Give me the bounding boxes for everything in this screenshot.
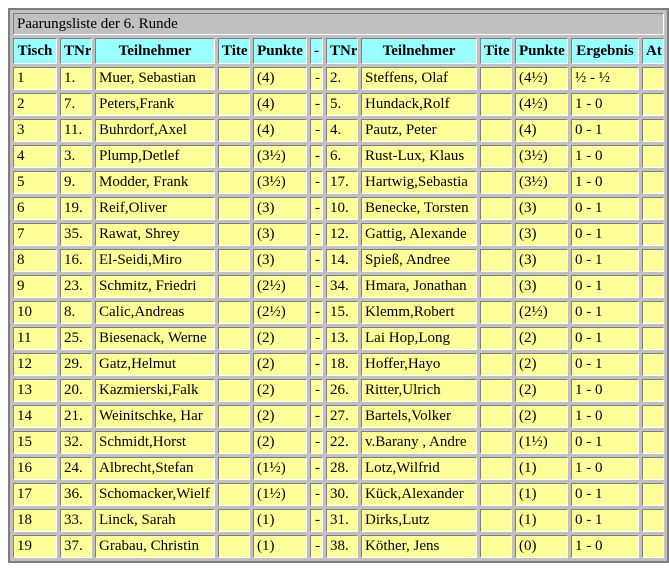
cell-separator: - [310,93,323,116]
cell-separator: - [310,353,323,376]
cell-title-white [218,509,250,532]
cell-title-white [218,483,250,506]
cell-tnr-white: 37. [60,535,92,558]
cell-title-white [218,327,250,350]
cell-at [642,431,664,454]
cell-points-white: (3) [253,197,307,220]
cell-name-white: Grabau, Christin [95,535,215,558]
cell-title-black [480,197,512,220]
table-row [13,483,664,506]
cell-result: 0 - 1 [571,483,639,506]
page-title: Paarungsliste der 6. Runde [13,13,664,35]
cell-result: 0 - 1 [571,327,639,350]
cell-result: 1 - 0 [571,457,639,480]
cell-result: ½ - ½ [571,67,639,90]
cell-name-black: Steffens, Olaf [361,67,477,90]
cell-name-black: Hoffer,Hayo [361,353,477,376]
cell-tnr-black: 18. [326,353,358,376]
cell-separator: - [310,327,323,350]
cell-name-black: Ritter,Ulrich [361,379,477,402]
cell-title-black [480,171,512,194]
cell-tisch: 7 [13,223,57,246]
cell-name-white: Calic,Andreas [95,301,215,324]
cell-tnr-black: 6. [326,145,358,168]
cell-points-black: (2½) [515,301,568,324]
cell-tisch: 15 [13,431,57,454]
cell-name-black: Dirks,Lutz [361,509,477,532]
cell-name-black: Pautz, Peter [361,119,477,142]
cell-title-white [218,67,250,90]
header-name-black: Teilnehmer [361,38,477,64]
cell-title-white [218,275,250,298]
cell-name-black: Lotz,Wilfrid [361,457,477,480]
cell-at [642,223,664,246]
cell-tisch: 18 [13,509,57,532]
cell-at [642,301,664,324]
cell-title-white [218,197,250,220]
cell-tnr-white: 33. [60,509,92,532]
table-row [13,509,664,532]
cell-tnr-black: 30. [326,483,358,506]
cell-result: 0 - 1 [571,301,639,324]
cell-at [642,535,664,558]
table-row [13,223,664,246]
cell-tisch: 10 [13,301,57,324]
cell-tisch: 9 [13,275,57,298]
cell-title-black [480,509,512,532]
cell-at [642,405,664,428]
cell-separator: - [310,249,323,272]
header-points-white: Punkte [253,38,307,64]
cell-tisch: 13 [13,379,57,402]
cell-name-black: Hmara, Jonathan [361,275,477,298]
cell-title-black [480,275,512,298]
cell-points-black: (2) [515,327,568,350]
cell-result: 1 - 0 [571,379,639,402]
cell-separator: - [310,145,323,168]
cell-separator: - [310,197,323,220]
cell-name-white: Linck, Sarah [95,509,215,532]
cell-tisch: 5 [13,171,57,194]
cell-tisch: 4 [13,145,57,168]
pairings-table [8,8,669,563]
cell-at [642,327,664,350]
cell-tnr-black: 13. [326,327,358,350]
cell-title-white [218,457,250,480]
cell-result: 0 - 1 [571,249,639,272]
table-row [13,249,664,272]
table-row [13,301,664,324]
cell-points-black: (3) [515,197,568,220]
cell-points-white: (1) [253,509,307,532]
cell-tnr-white: 36. [60,483,92,506]
cell-points-black: (4) [515,119,568,142]
cell-points-white: (1) [253,535,307,558]
cell-name-black: Bartels,Volker [361,405,477,428]
cell-tisch: 14 [13,405,57,428]
cell-points-black: (1) [515,457,568,480]
cell-title-white [218,431,250,454]
cell-points-white: (3) [253,249,307,272]
cell-points-black: (4½) [515,67,568,90]
cell-name-white: Peters,Frank [95,93,215,116]
cell-title-white [218,535,250,558]
cell-title-white [218,171,250,194]
cell-result: 1 - 0 [571,535,639,558]
cell-points-black: (3) [515,275,568,298]
cell-at [642,353,664,376]
cell-tnr-white: 1. [60,67,92,90]
cell-points-black: (2) [515,379,568,402]
cell-points-black: (3) [515,223,568,246]
cell-tnr-black: 34. [326,275,358,298]
cell-title-white [218,301,250,324]
cell-points-white: (3½) [253,171,307,194]
cell-points-white: (2) [253,379,307,402]
cell-tnr-white: 29. [60,353,92,376]
cell-result: 1 - 0 [571,93,639,116]
cell-tisch: 8 [13,249,57,272]
cell-tnr-white: 19. [60,197,92,220]
cell-name-black: Spieß, Andree [361,249,477,272]
cell-points-white: (2½) [253,275,307,298]
cell-tisch: 1 [13,67,57,90]
cell-tnr-black: 5. [326,93,358,116]
cell-result: 1 - 0 [571,171,639,194]
cell-name-white: Modder, Frank [95,171,215,194]
cell-result: 0 - 1 [571,509,639,532]
header-tisch: Tisch [13,38,57,64]
cell-result: 0 - 1 [571,353,639,376]
cell-points-black: (0) [515,535,568,558]
cell-name-black: v.Barany , Andre [361,431,477,454]
cell-tnr-white: 11. [60,119,92,142]
cell-separator: - [310,171,323,194]
cell-title-black [480,93,512,116]
cell-at [642,249,664,272]
cell-at [642,171,664,194]
cell-name-white: Buhrdorf,Axel [95,119,215,142]
cell-title-black [480,405,512,428]
cell-at [642,93,664,116]
header-separator: - [310,38,323,64]
cell-points-white: (4) [253,67,307,90]
cell-separator: - [310,275,323,298]
cell-separator: - [310,509,323,532]
cell-tnr-black: 10. [326,197,358,220]
cell-separator: - [310,405,323,428]
header-title-black: Tite [480,38,512,64]
cell-tnr-white: 9. [60,171,92,194]
header-name-white: Teilnehmer [95,38,215,64]
cell-name-black: Kück,Alexander [361,483,477,506]
cell-title-white [218,353,250,376]
table-row [13,457,664,480]
cell-points-black: (3½) [515,171,568,194]
cell-title-black [480,67,512,90]
cell-tisch: 11 [13,327,57,350]
title-row [13,13,664,35]
cell-name-black: Hartwig,Sebastia [361,171,477,194]
header-tnr-white: TNr [60,38,92,64]
cell-tnr-black: 17. [326,171,358,194]
cell-tnr-white: 21. [60,405,92,428]
cell-title-black [480,327,512,350]
header-title-white: Tite [218,38,250,64]
cell-tisch: 2 [13,93,57,116]
cell-points-white: (2½) [253,301,307,324]
cell-at [642,457,664,480]
cell-title-white [218,249,250,272]
cell-at [642,483,664,506]
cell-points-black: (3) [515,249,568,272]
cell-result: 1 - 0 [571,145,639,168]
cell-tisch: 3 [13,119,57,142]
table-row [13,275,664,298]
table-row [13,535,664,558]
cell-title-black [480,353,512,376]
cell-at [642,197,664,220]
cell-points-black: (3½) [515,145,568,168]
cell-name-black: Lai Hop,Long [361,327,477,350]
cell-separator: - [310,457,323,480]
cell-name-white: Biesenack, Werne [95,327,215,350]
cell-name-white: Albrecht,Stefan [95,457,215,480]
table-row [13,171,664,194]
cell-at [642,509,664,532]
cell-title-black [480,483,512,506]
cell-tisch: 12 [13,353,57,376]
table-row [13,379,664,402]
cell-name-white: Weinitschke, Har [95,405,215,428]
header-row [13,38,664,64]
table-row [13,93,664,116]
table-row [13,405,664,428]
cell-points-white: (3) [253,223,307,246]
cell-tnr-white: 23. [60,275,92,298]
cell-title-white [218,405,250,428]
cell-points-black: (4½) [515,93,568,116]
cell-name-white: Rawat, Shrey [95,223,215,246]
cell-tnr-black: 15. [326,301,358,324]
cell-tnr-black: 28. [326,457,358,480]
cell-points-white: (1½) [253,457,307,480]
cell-tisch: 6 [13,197,57,220]
cell-tnr-black: 27. [326,405,358,428]
cell-name-black: Hundack,Rolf [361,93,477,116]
cell-separator: - [310,483,323,506]
cell-title-black [480,301,512,324]
cell-name-black: Gattig, Alexande [361,223,477,246]
cell-title-black [480,379,512,402]
cell-tnr-black: 2. [326,67,358,90]
cell-tnr-black: 14. [326,249,358,272]
table-row [13,197,664,220]
cell-result: 0 - 1 [571,275,639,298]
cell-tnr-white: 16. [60,249,92,272]
cell-tnr-white: 25. [60,327,92,350]
cell-result: 0 - 1 [571,223,639,246]
cell-at [642,119,664,142]
cell-points-white: (4) [253,119,307,142]
cell-at [642,145,664,168]
table-row [13,67,664,90]
cell-result: 0 - 1 [571,119,639,142]
cell-points-white: (4) [253,93,307,116]
cell-title-white [218,119,250,142]
cell-name-white: Kazmierski,Falk [95,379,215,402]
cell-tnr-black: 4. [326,119,358,142]
cell-tnr-white: 35. [60,223,92,246]
cell-title-white [218,93,250,116]
cell-result: 0 - 1 [571,431,639,454]
cell-tisch: 16 [13,457,57,480]
cell-separator: - [310,431,323,454]
cell-tnr-black: 26. [326,379,358,402]
cell-points-black: (2) [515,405,568,428]
cell-tnr-white: 7. [60,93,92,116]
cell-tnr-white: 8. [60,301,92,324]
cell-points-black: (1) [515,483,568,506]
cell-result: 0 - 1 [571,197,639,220]
cell-tnr-black: 38. [326,535,358,558]
cell-points-white: (2) [253,353,307,376]
cell-name-black: Köther, Jens [361,535,477,558]
cell-points-black: (2) [515,353,568,376]
cell-separator: - [310,67,323,90]
cell-name-white: Plump,Detlef [95,145,215,168]
cell-title-black [480,457,512,480]
cell-separator: - [310,379,323,402]
cell-tnr-white: 3. [60,145,92,168]
cell-points-black: (1) [515,509,568,532]
cell-tnr-white: 32. [60,431,92,454]
cell-name-white: El-Seidi,Miro [95,249,215,272]
cell-title-black [480,431,512,454]
cell-title-black [480,535,512,558]
cell-at [642,379,664,402]
cell-title-white [218,379,250,402]
cell-title-black [480,249,512,272]
cell-tnr-black: 22. [326,431,358,454]
cell-tnr-black: 31. [326,509,358,532]
cell-separator: - [310,535,323,558]
cell-name-black: Rust-Lux, Klaus [361,145,477,168]
cell-name-white: Schomacker,Wielf [95,483,215,506]
cell-title-white [218,223,250,246]
cell-result: 1 - 0 [571,405,639,428]
cell-name-black: Benecke, Torsten [361,197,477,220]
cell-title-black [480,145,512,168]
cell-at [642,275,664,298]
cell-at [642,67,664,90]
header-at: At [642,38,664,64]
cell-title-black [480,119,512,142]
cell-name-white: Muer, Sebastian [95,67,215,90]
cell-name-white: Reif,Oliver [95,197,215,220]
cell-tisch: 19 [13,535,57,558]
cell-title-white [218,145,250,168]
cell-points-white: (2) [253,405,307,428]
cell-separator: - [310,119,323,142]
cell-points-white: (1½) [253,483,307,506]
cell-points-black: (1½) [515,431,568,454]
header-points-black: Punkte [515,38,568,64]
table-row [13,145,664,168]
cell-tnr-white: 20. [60,379,92,402]
cell-name-black: Klemm,Robert [361,301,477,324]
cell-points-white: (3½) [253,145,307,168]
cell-title-black [480,223,512,246]
cell-name-white: Schmitz, Friedri [95,275,215,298]
cell-name-white: Gatz,Helmut [95,353,215,376]
cell-points-white: (2) [253,327,307,350]
table-body [13,67,664,558]
table-row [13,327,664,350]
cell-tnr-black: 12. [326,223,358,246]
cell-separator: - [310,301,323,324]
cell-tnr-white: 24. [60,457,92,480]
table-row [13,431,664,454]
cell-name-white: Schmidt,Horst [95,431,215,454]
cell-tisch: 17 [13,483,57,506]
cell-separator: - [310,223,323,246]
cell-points-white: (2) [253,431,307,454]
table-row [13,353,664,376]
header-tnr-black: TNr [326,38,358,64]
header-result: Ergebnis [571,38,639,64]
table-row [13,119,664,142]
